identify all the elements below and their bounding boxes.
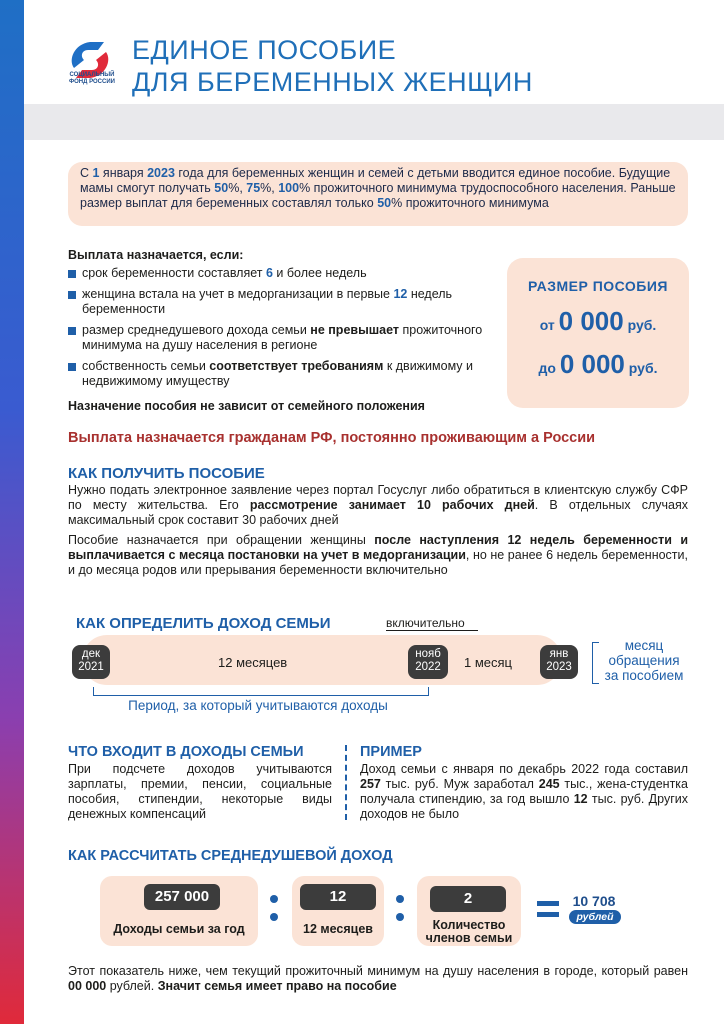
benefit-to: до 0 000 руб. [538,349,658,379]
calc-label-months: 12 месяцев [303,922,373,936]
benefit-size-heading: РАЗМЕР ПОСОБИЯ [527,278,668,294]
marital-status-note: Назначение пособия не зависит от семейного положения [68,399,425,413]
divide-icon [269,895,279,931]
benefit-from: от 0 000 руб. [539,306,657,336]
list-item: собственность семьи соответствует требованиям к движимому и недвижимому имуществу [68,359,498,389]
benefit-size-box [507,258,689,408]
final-note: Этот показатель ниже, чем текущий прожиточный минимум на душу населения в городе, который равен 00 000 рублей. Значит семья имеет право на пособие [68,964,688,993]
how-to-get-paragraph-2: Пособие назначается при обращении женщины после наступления 12 недель беременности и выплачивается с месяца постановки на учет в медорганизации, но не ранее 6 недель беременности, и до месяца родов или прерывания беременности включительно [68,533,689,577]
calc-label-members: Количество членов семьи [425,918,513,945]
list-item: женщина встала на учет в медорганизации в первые 12 недель беременности [68,287,498,317]
timeline-mid-badge: нояб 2022 [408,645,448,679]
header-grey-band [24,104,724,140]
calc-label-income: Доходы семьи за год [113,922,245,936]
how-to-get-paragraph-1: Нужно подать электронное заявление через портал Госуслуг либо обратиться в клиентскую службу СФР по месту жительства. Его рассмотрение занимает 10 рабочих дней. В отдельных случаях максимальный срок составит 30 рабочих дней [68,483,688,527]
timeline-end-badge: янв 2023 [540,645,578,679]
income-includes-heading: ЧТО ВХОДИТ В ДОХОДЫ СЕМЬИ [68,744,304,760]
how-to-get-heading: КАК ПОЛУЧИТЬ ПОСОБИЕ [68,465,265,482]
list-item: срок беременности составляет 6 и более недель [68,266,498,281]
period-bracket [93,687,429,696]
appeal-month-label: месяц обращения за пособием [604,638,684,683]
calc-value-members: 2 [430,886,506,912]
side-gradient-stripe [0,0,24,1024]
timeline-start-badge: дек 2021 [72,645,110,679]
conditions-heading: Выплата назначается, если: [68,248,244,262]
divide-icon [395,895,405,931]
logo-caption: СОЦИАЛЬНЫЙ ФОНД РОССИИ [69,72,115,85]
inclusive-underline [386,630,478,631]
calc-result: 10 708 [572,893,616,909]
example-text: Доход семьи с января по декабрь 2022 года составил 257 тыс. руб. Муж заработал 245 тыс., жена-студентка получала стипендию, за год вышло 12 тыс. руб. Других доходов не было [360,762,688,821]
list-item: размер среднедушевого дохода семьи не превышает прожиточного минимума на душу населения в регионе [68,323,498,353]
calc-value-income: 257 000 [144,884,220,910]
conditions-list [68,266,498,395]
income-period-heading: КАК ОПРЕДЕЛИТЬ ДОХОД СЕМЬИ [76,615,331,632]
calc-result-unit: рублей [569,910,621,924]
calc-heading: КАК РАССЧИТАТЬ СРЕДНЕДУШЕВОЙ ДОХОД [68,848,393,864]
inclusive-label: включительно [386,616,465,630]
period-caption: Период, за который учитываются доходы [128,698,388,713]
citizens-note: Выплата назначается гражданам РФ, постоянно проживающим а России [68,430,596,446]
intro-box: С 1 января 2023 года для беременных женщин и семей с детьми вводится единое пособие. Будущие мамы смогут получать 50%, 75%, 100% прожиточного минимума трудоспособного населения. Раньше размер выплат для беременных составлял только 50% прожиточного минимума [68,162,688,226]
dashed-divider [345,745,347,820]
equals-icon [537,901,559,923]
calc-value-months: 12 [300,884,376,910]
page-title: ЕДИНОЕ ПОСОБИЕ ДЛЯ БЕРЕМЕННЫХ ЖЕНЩИН [132,35,533,97]
timeline-12-months: 12 месяцев [218,655,288,670]
income-includes-text: При подсчете доходов учитываются зарплаты, премии, пенсии, социальные пособия, стипендии, некоторые виды денежных компенсаций [68,762,332,821]
example-heading: ПРИМЕР [360,744,422,760]
timeline-1-month: 1 месяц [464,655,512,670]
